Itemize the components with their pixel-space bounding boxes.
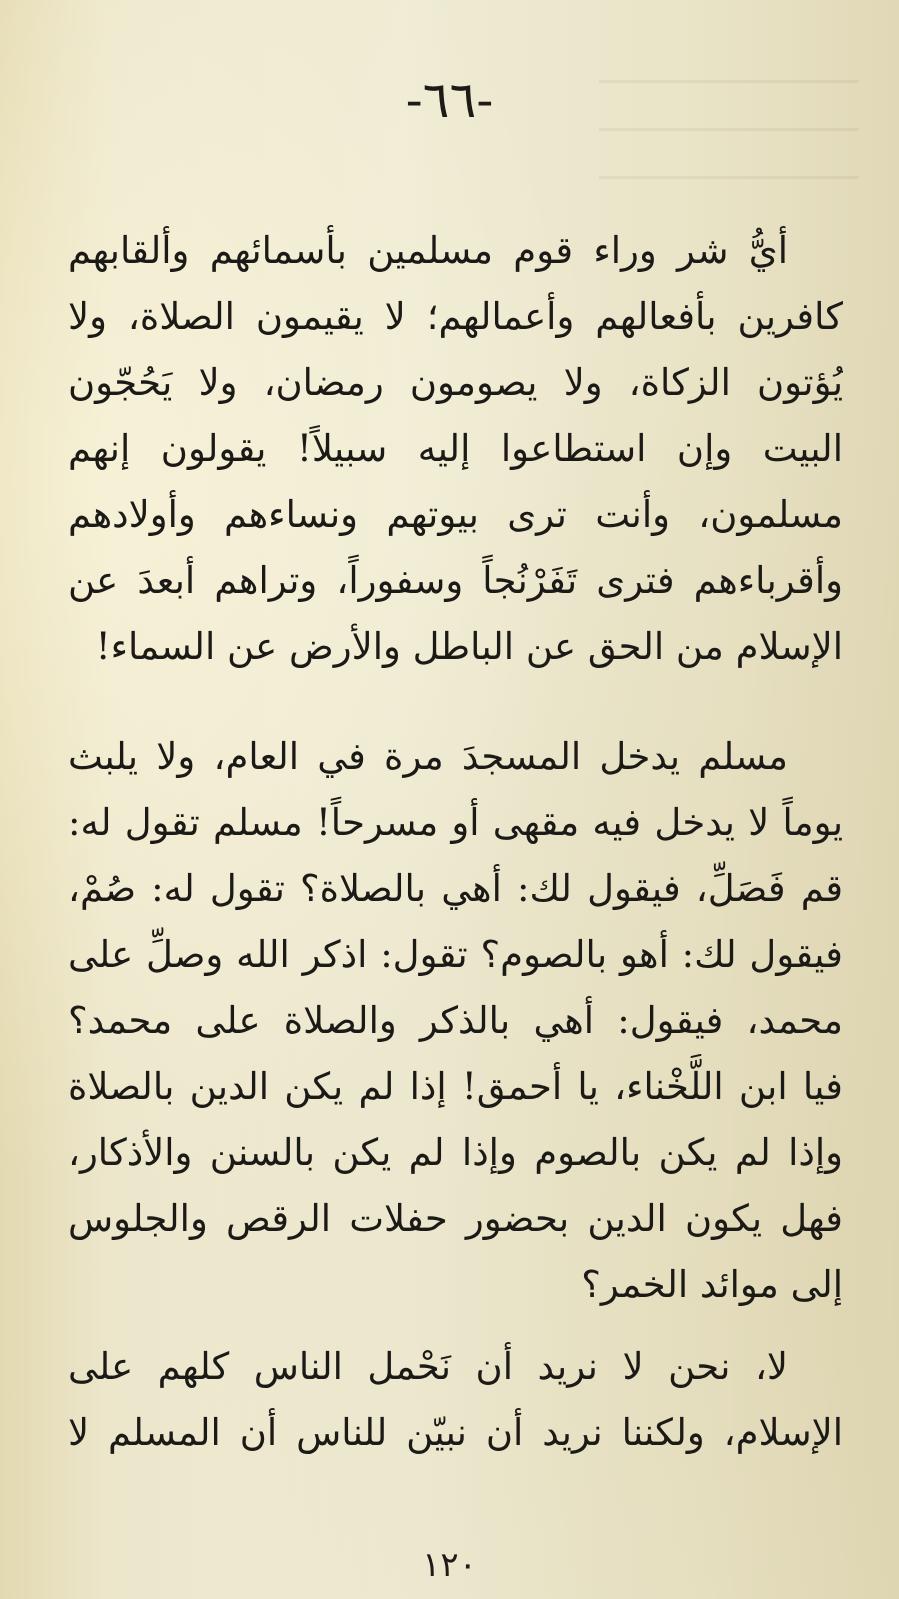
text-line: البيت وإن استطاعوا إليه سبيلاً! يقولون إنهم (68, 427, 843, 470)
footer-page-number: ١٢٠ (422, 1545, 477, 1585)
text-line: مسلمون، وأنت ترى بيوتهم ونساءهم وأولادهم (68, 493, 843, 536)
text-line: كافرين بأفعالهم وأعمالهم؛ لا يقيمون الصلاة، ولا (68, 295, 843, 338)
text-line: إلى موائد الخمر؟ (581, 1263, 843, 1306)
header-page-number: -٦٦- (405, 71, 494, 129)
text-line: يوماً لا يدخل فيه مقهى أو مسرحاً! مسلم تقول له: (68, 801, 843, 844)
paragraph-3 (68, 1334, 843, 1466)
paragraph-1 (68, 218, 843, 680)
text-line: فيا ابن اللَّخْناء، يا أحمق! إذا لم يكن الدين بالصلاة (68, 1065, 843, 1108)
text-line: فيقول لك: أهو بالصوم؟ تقول: اذكر الله وصلِّ على (68, 933, 843, 976)
text-line: يُؤتون الزكاة، ولا يصومون رمضان، ولا يَحُجّون (68, 361, 843, 404)
text-line: فهل يكون الدين بحضور حفلات الرقص والجلوس (68, 1197, 843, 1240)
text-line: قم فَصَلِّ، فيقول لك: أهي بالصلاة؟ تقول له: صُمْ، (68, 867, 843, 910)
text-line: محمد، فيقول: أهي بالذكر والصلاة على محمد؟ (68, 999, 843, 1042)
text-line: لا، نحن لا نريد أن نَحْمل الناس كلهم على (68, 1345, 788, 1388)
text-line: الإسلام، ولكننا نريد أن نبيّن للناس أن المسلم لا (68, 1411, 843, 1454)
text-line: أيُّ شر وراء قوم مسلمين بأسمائهم وألقابهم (68, 229, 788, 272)
text-line: وإذا لم يكن بالصوم وإذا لم يكن بالسنن والأذكار، (68, 1131, 843, 1174)
paragraph-2 (68, 724, 843, 1318)
text-line: وأقرباءهم فترى تَفَرْنُجاً وسفوراً، وتراهم أبعدَ عن (68, 559, 843, 602)
text-line: الإسلام من الحق عن الباطل والأرض عن السماء! (95, 625, 843, 668)
text-line: مسلم يدخل المسجدَ مرة في العام، ولا يلبث (68, 735, 788, 778)
